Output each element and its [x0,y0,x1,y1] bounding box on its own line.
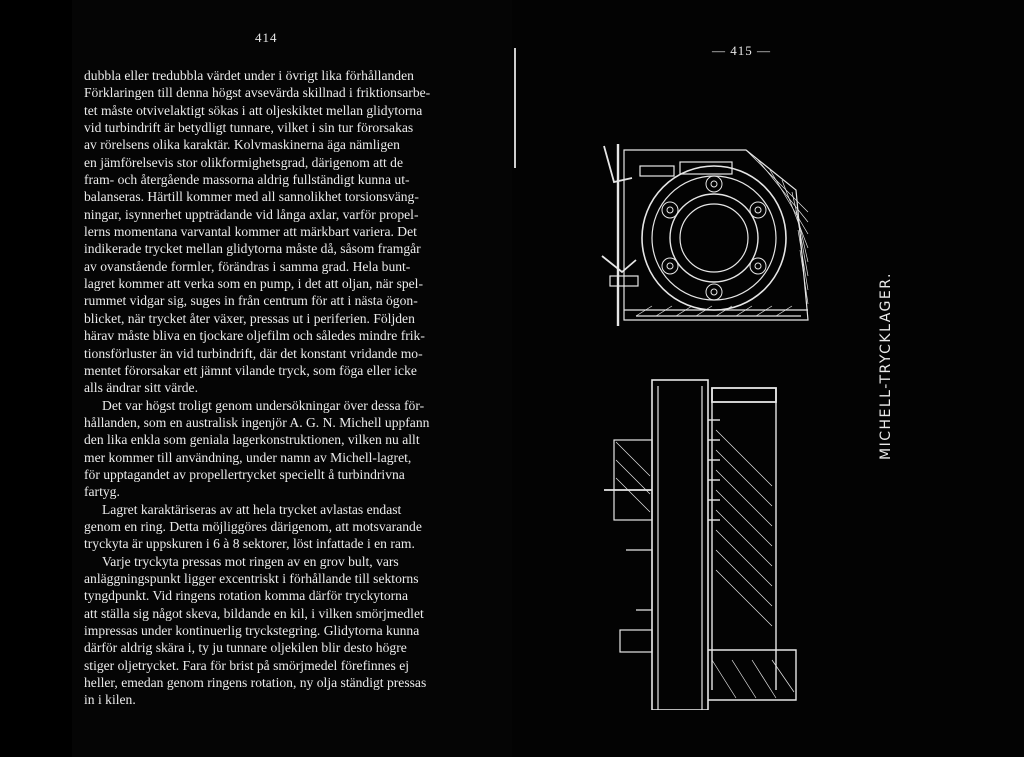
text-line: vid turbindrift är betydligt tunnare, vilket i sin tur förorsakas [84,120,414,136]
text-line: Förklaringen till denna högst avsevärda skillnad i friktionsarbe- [84,85,431,101]
text-line: alls ändrar sitt värde. [84,380,198,396]
text-line: in i kilen. [84,692,136,708]
text-line: fartyg. [84,484,120,500]
text-line: dubbla eller tredubbla värdet under i övrigt lika förhållanden [84,68,414,83]
body-text [84,67,504,709]
text-line: Lagret karaktäriseras av att hela trycket avlastas endast [102,501,402,517]
text-line: att ställa sig något skeva, bildande en kil, i vilken smörjmedlet [84,605,424,621]
left-page-number: 414 [255,30,278,45]
text-line: mer kommer till användning, under namn av Michell-lagret, [84,449,412,465]
text-line: tyngdpunkt. Vid ringens rotation komma därför tryckytorna [84,588,408,604]
text-line: rummet vidgar sig, suges in från centrum för att i nästa ögon- [84,293,418,309]
text-line: lerns momentana varvantal kommer att märkbart variera. Det [84,224,417,240]
text-line: tryckyta är uppskuren i 6 à 8 sektorer, löst infattade i en ram. [84,536,415,552]
figure-caption [848,250,894,470]
text-line: för upptagandet av propellertrycket speciellt å turbindrivna [84,466,405,482]
text-line: av rörelsens olika karaktär. Kolvmaskinerna äga nämligen [84,137,400,153]
text-line: härav måste bliva en tjockare oljefilm och således mindre frik- [84,328,425,344]
text-line: heller, emedan genom ringens rotation, ny olja ständigt pressas [84,675,427,691]
text-line: stiger oljetrycket. Fara för brist på smörjmedel förefinnes ej [84,657,410,673]
thrust-bearing-drawing [596,130,826,710]
text-line: därför aldrig skära i, ty ju tunnare oljekilen blir desto högre [84,640,407,656]
text-line: genom en ring. Detta möjliggöres därigenom, att motsvarande [84,518,422,534]
text-line: av ovanstående formler, förändras i samma grad. Hela bunt- [84,258,411,274]
text-line: tionsförluster än vid turbindrift, där det konstant vridande mo- [84,345,423,361]
figure-caption-text: MICHELL-TRYCKLAGER. [878,272,894,460]
text-line: indikerade trycket mellan glidytorna måste då, såsom framgår [84,241,421,257]
text-line: impressas under kontinuerlig tryckstegring. Glidytorna kunna [84,623,420,638]
text-line: Det var högst troligt genom undersökningar över dessa för- [102,397,425,413]
text-line: balanseras. Härtill kommer med all sannolikhet torsionsväng- [84,189,419,205]
text-line: mentet förorsakar ett jämnt vilande tryck, som föga eller icke [84,362,417,378]
text-line: Varje tryckyta pressas mot ringen av en grov bult, vars [102,553,399,569]
text-line: anläggningspunkt ligger excentriskt i förhållande till sektorns [84,570,419,586]
text-line: den lika enkla som geniala lagerkonstruktionen, vilken nu allt [84,432,420,448]
text-line: lagret kommer att verka som en pump, i det att oljan, när spel- [84,276,423,292]
text-line: en jämförelsevis stor olikformighetsgrad, därigenom att de [84,154,403,170]
text-line: ningar, isynnerhet uppträdande vid långa axlar, varför propel- [84,206,419,222]
text-line: fram- och återgående massorna aldrig fullständigt kunna ut- [84,172,410,188]
text-line: tet måste otvivelaktigt sökas i att oljeskiktet mellan glidytorna [84,102,423,118]
text-line: blicket, när trycket åter växer, pressas ut i periferien. Följden [84,310,415,326]
text-line: hållanden, som en australisk ingenjör A. G. N. Michell uppfann [84,414,430,430]
right-page-number: — 415 — [712,43,771,58]
page-gutter [514,48,516,168]
